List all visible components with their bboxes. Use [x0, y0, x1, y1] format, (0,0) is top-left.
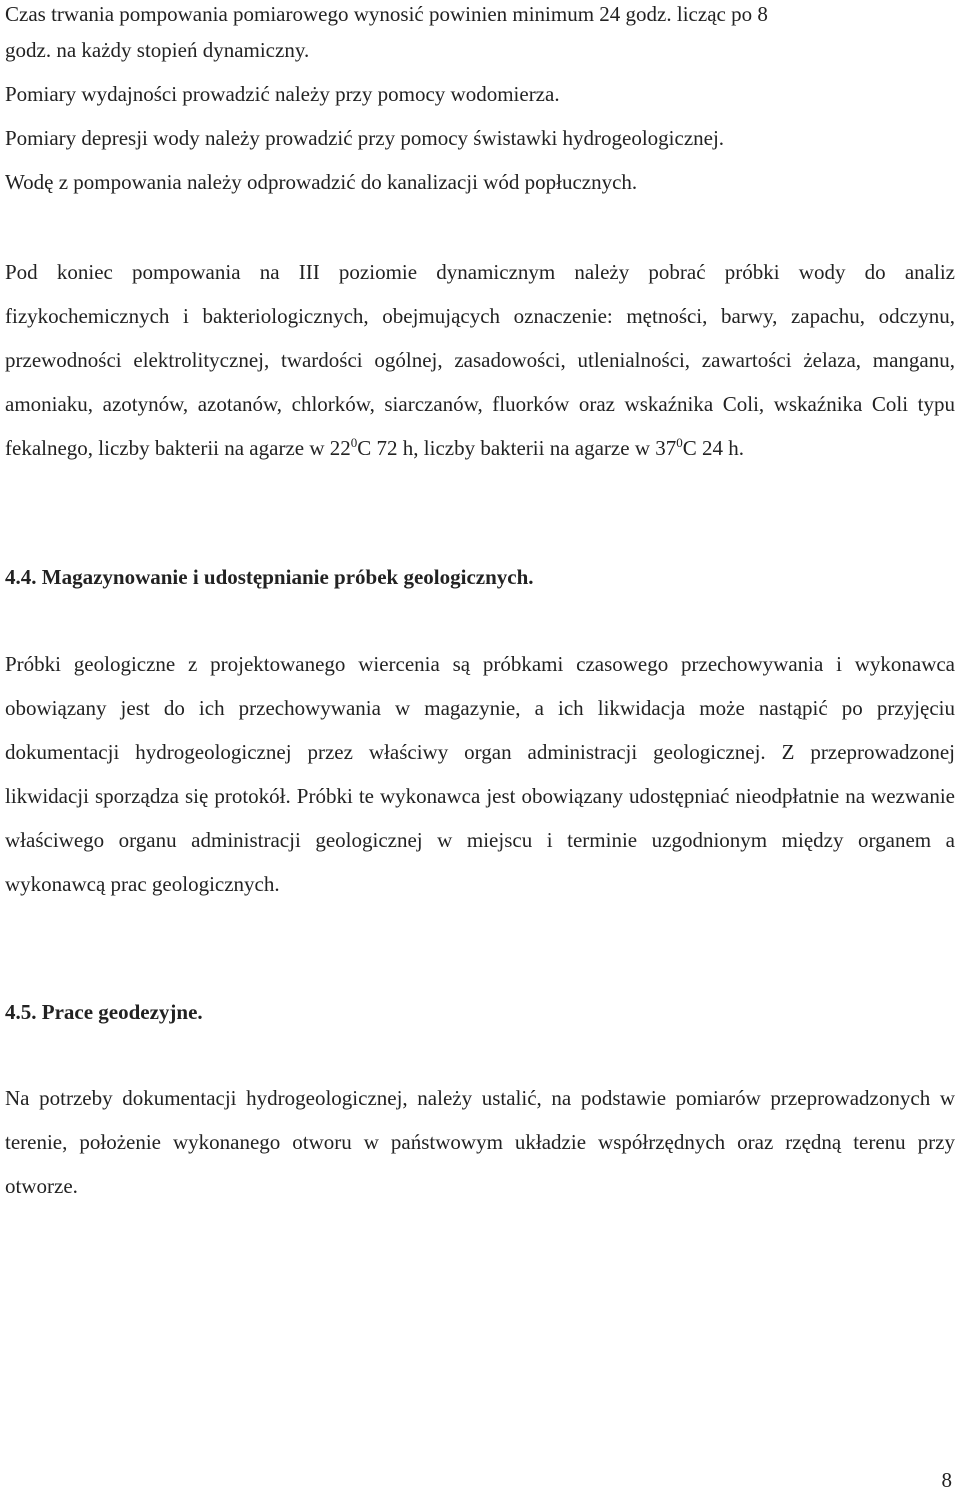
sampling-text-end: C 24 h. [682, 436, 744, 460]
sampling-paragraph [5, 250, 955, 470]
sampling-text-mid: C 72 h, liczby bakterii na agarze w 37 [357, 436, 677, 460]
sampling-text-main: Pod koniec pompowania na III poziomie dynamicznym należy pobrać próbki wody do analiz fizykochemicznych i bakteriologicznych, obejmujących oznaczenie: mętności, barwy, zapachu, odczynu, przewodności elektrolitycznej, twardości ogólnej, zasadowości, utlenialności, zawartości żelaza, manganu, amoniaku, azotynów, azotanów, chlorków, siarczanów, fluorków oraz wskaźnika Coli, wskaźnika Coli typu fekalnego, liczby bakterii na agarze w 22 [5, 260, 955, 460]
degree-superscript-2: 0 [676, 435, 683, 450]
intro-line-1: Czas trwania pompowania pomiarowego wynosić powinien minimum 24 godz. licząc po 8 [5, 2, 768, 26]
section-4-4-heading: 4.4. Magazynowanie i udostępnianie próbek geologicznych. [5, 565, 534, 589]
intro-line-4: Pomiary depresji wody należy prowadzić przy pomocy świstawki hydrogeologicznej. [5, 126, 725, 150]
intro-line-3: Pomiary wydajności prowadzić należy przy pomocy wodomierza. [5, 82, 560, 106]
section-4-5-heading: 4.5. Prace geodezyjne. [5, 1000, 203, 1024]
intro-line-5: Wodę z pompowania należy odprowadzić do kanalizacji wód popłucznych. [5, 170, 638, 194]
intro-line-2: godz. na każdy stopień dynamiczny. [5, 38, 310, 62]
page-number: 8 [941, 1468, 952, 1492]
section-4-4-paragraph: Próbki geologiczne z projektowanego wiercenia są próbkami czasowego przechowywania i wykonawca obowiązany jest do ich przechowywania w magazynie, a ich likwidacja może nastąpić po przyjęciu dokumentacji hydrogeologicznej przez właściwy organ administracji geologicznej. Z przeprowadzonej likwidacji sporządza się protokół. Próbki te wykonawca jest obowiązany udostępniać nieodpłatnie na wezwanie właściwego organu administracji geologicznej w miejscu i terminie uzgodnionym między organem a wykonawcą prac geologicznych. [5, 652, 955, 896]
section-4-5-paragraph: Na potrzeby dokumentacji hydrogeologicznej, należy ustalić, na podstawie pomiarów przeprowadzonych w terenie, położenie wykonanego otworu w państwowym układzie współrzędnych oraz rzędną terenu przy otworze. [5, 1086, 955, 1198]
degree-superscript-1: 0 [350, 435, 358, 450]
